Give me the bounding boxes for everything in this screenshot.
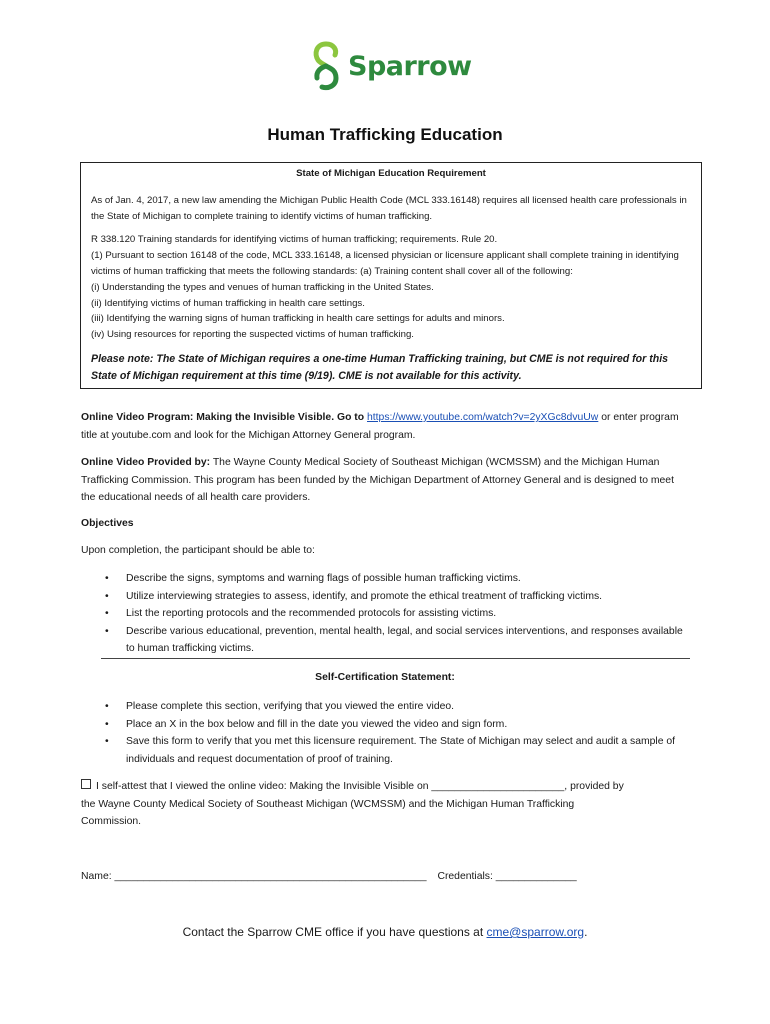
sparrow-logo [308, 40, 472, 92]
list-item: • Describe various educational, prevention, mental health, legal, and social services interventions, and responses available to human trafficking victims. [81, 623, 691, 658]
video-program-rest: enter program title at youtube.com and look for the Michigan Attorney General program. [81, 412, 679, 441]
requirement-heading: State of Michigan Education Requirement [296, 168, 486, 179]
requirement-note: Please note: The State of Michigan requires a one-time Human Trafficking training, but CME is not required for this State of Michigan requirement at this time (9/19). CME is not available for this activity. [91, 352, 669, 382]
video-link-after: or [598, 412, 611, 423]
provided-by-section [81, 454, 691, 507]
provided-by-label: Online Video Provided by: [81, 457, 211, 468]
contact-email-link[interactable]: cme@sparrow.org [486, 925, 585, 939]
objectives-list [81, 570, 691, 658]
objectives-section [81, 515, 691, 533]
rule-line: (1) Pursuant to section 16148 of the code, MCL 333.16148, a licensed physician or licensure applicant shall complete training in identifying victims of human trafficking that meets the following standards: (a) Training content shall cover all of the following: [91, 250, 679, 277]
rule-line: R 338.120 Training standards for identifying victims of human trafficking; requirements. Rule 20. [91, 234, 498, 246]
objectives-heading: Objectives [81, 518, 134, 529]
list-item: • Please complete this section, verifying that you viewed the entire video. [81, 698, 691, 716]
requirement-box [80, 162, 702, 389]
video-program-section [81, 409, 691, 444]
sparrow-logo-icon [308, 40, 344, 92]
requirement-intro: As of Jan. 4, 2017, a new law amending the Michigan Public Health Code (MCL 333.16148) requires all licensed health care professionals in the State of Michigan to complete training to identify victims of human trafficking. [91, 194, 687, 222]
contact-line [0, 925, 770, 939]
objectives-list-wrap [81, 570, 691, 658]
list-item: • Place an X in the box below and fill in the date you viewed the video and sign form. [81, 716, 691, 734]
list-item: • Save this form to verify that you met this licensure requirement. The State of Michigan may select and audit a sample of individuals and request documentation of proof of training. [81, 733, 691, 768]
list-item: • Utilize interviewing strategies to assess, identify, and promote the ethical treatment of trafficking victims. [81, 588, 691, 606]
rule-line: (iii) Identifying the warning signs of human trafficking in health care settings for adults and minors. [91, 313, 505, 325]
sparrow-logo-text: Sparrow [348, 50, 472, 82]
credentials-field[interactable]: Credentials: ______________ [437, 871, 577, 882]
section-divider [101, 658, 690, 659]
attest-section [81, 778, 626, 831]
video-program-label: Online Video Program: Making the Invisible Visible. Go to [81, 412, 365, 423]
page-title: Human Trafficking Education [267, 125, 503, 144]
list-item: • List the reporting protocols and the recommended protocols for assisting victims. [81, 605, 691, 623]
list-item: • Describe the signs, symptoms and warning flags of possible human trafficking victims. [81, 570, 691, 588]
rule-line: (iv) Using resources for reporting the suspected victims of human trafficking. [91, 329, 414, 341]
certification-list-wrap [81, 698, 691, 768]
signature-row [81, 868, 721, 886]
name-field[interactable]: Name: ______________________________________________________ [81, 871, 427, 882]
attest-text: I self-attest that I viewed the online video: Making the Invisible Visible on _______________________, provided by the Wayne County Medical Society of Southeast Michigan (WCMSSM) and the Michigan Human Trafficking Commission. [81, 781, 624, 827]
rule-line: (i) Understanding the types and venues of human trafficking in the United States. [91, 281, 434, 293]
provided-by-text: The Wayne County Medical Society of Southeast Michigan (WCMSSM) and the Michigan Human Trafficking Commission. This program has been funded by the Michigan Department of Attorney General and is designed to meet the educational needs of all health care providers. [81, 457, 674, 503]
attest-checkbox[interactable] [81, 779, 91, 789]
certification-heading: Self-Certification Statement: [315, 672, 455, 683]
certification-list [81, 698, 691, 768]
contact-text: Contact the Sparrow CME office if you have questions at [182, 925, 487, 939]
rule-line: (ii) Identifying victims of human trafficking in health care settings. [91, 297, 365, 309]
objectives-intro: Upon completion, the participant should be able to: [81, 545, 315, 556]
video-link[interactable]: https://www.youtube.com/watch?v=2yXGc8dvuUw [367, 412, 599, 423]
contact-end: . [584, 925, 588, 939]
